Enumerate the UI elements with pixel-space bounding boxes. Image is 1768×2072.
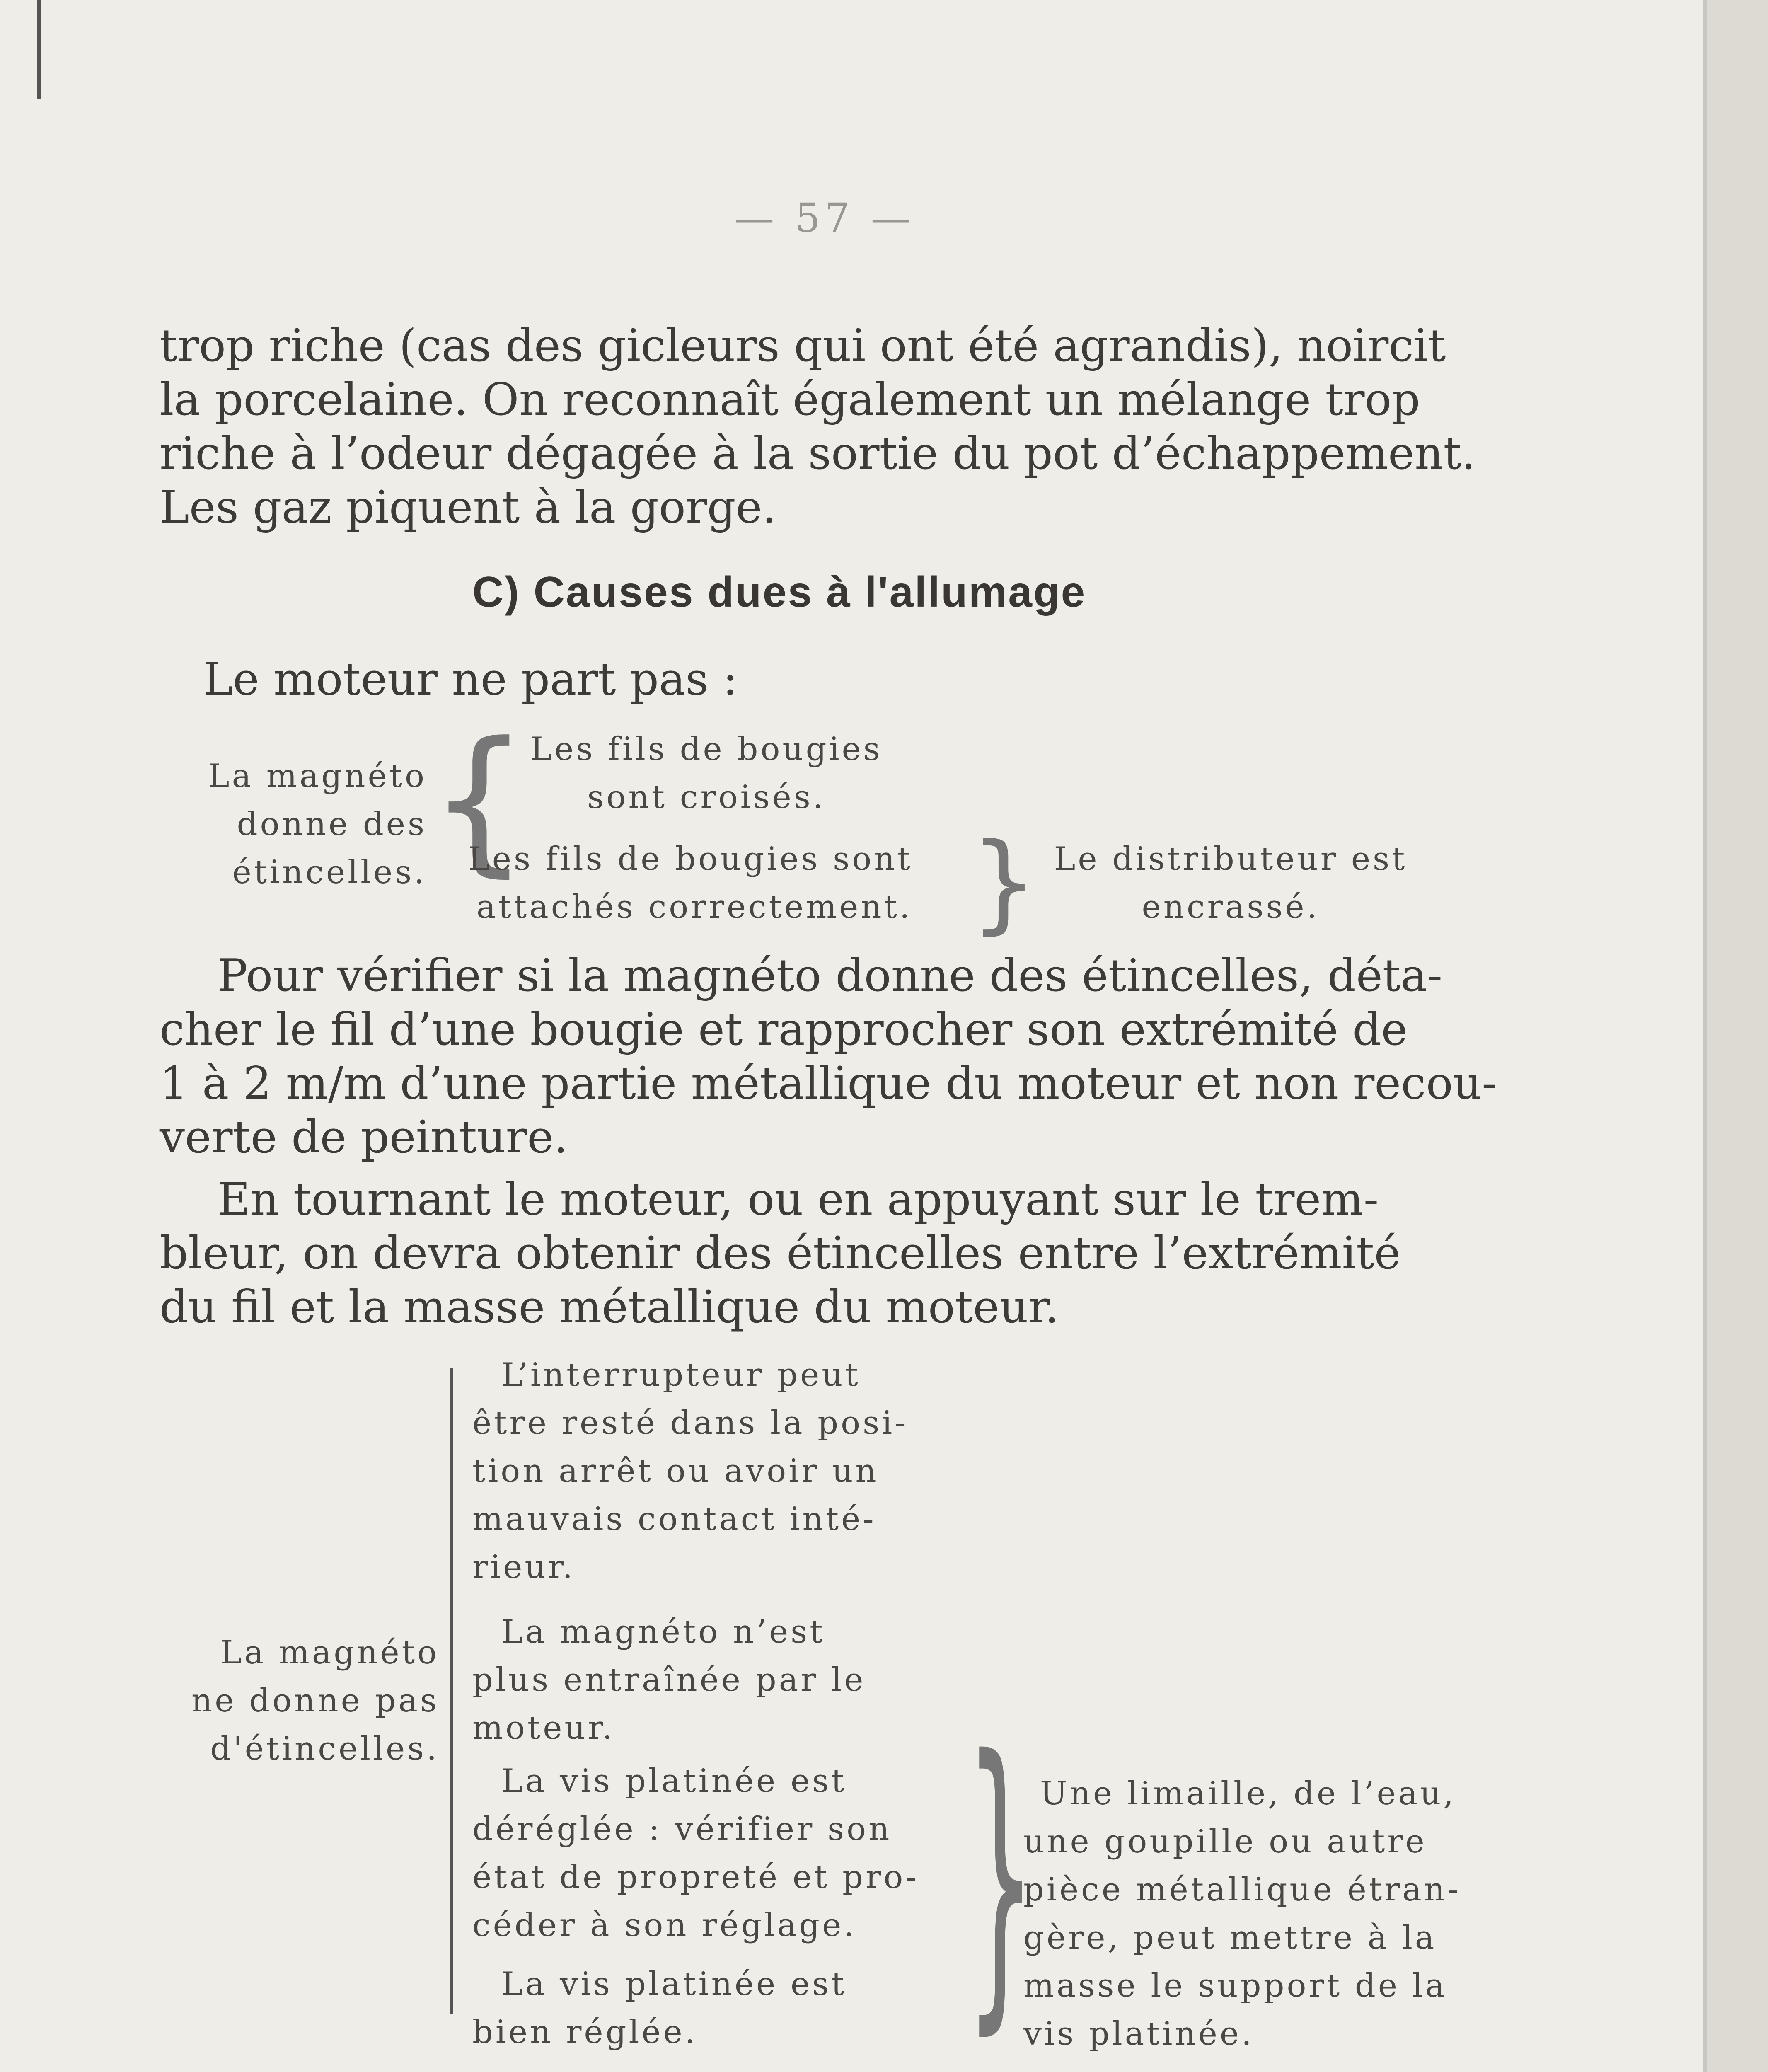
table2-i3-line: céder à son réglage. (472, 1907, 857, 1944)
intro-line: la porcelaine. On reconnaît également un mélange trop (160, 374, 1420, 426)
table2-left-line: d'étincelles. (210, 1730, 439, 1767)
table1-left-line: donne des (237, 806, 427, 843)
table1-brace-left: { (429, 708, 529, 891)
table2-i1-line: mauvais contact inté- (472, 1501, 876, 1538)
page-number: — 57 — (734, 195, 915, 241)
table2-i3-line: déréglée : vérifier son (472, 1811, 892, 1848)
table1-c-line: encrassé. (1142, 888, 1320, 926)
para1-line: Pour vérifier si la magnéto donne des étincelles, déta- (218, 950, 1443, 1002)
intro-line: trop riche (cas des gicleurs qui ont été agrandis), noircit (160, 320, 1446, 372)
paragraph-turning (160, 1173, 1510, 1334)
table2-item-vis-reglee (472, 1960, 970, 2056)
table2-right-line: une goupille ou autre (1023, 1823, 1427, 1860)
table1-item-b (468, 835, 965, 931)
table2-i1-line: être resté dans la posi- (472, 1404, 908, 1442)
table2-i1-line: rieur. (472, 1549, 576, 1586)
table2-i1-line: tion arrêt ou avoir un (472, 1452, 879, 1490)
table2-left (157, 1629, 439, 1773)
table2-brace-right: } (965, 1694, 1036, 2060)
spine-mark (37, 0, 41, 99)
table2-right (1023, 1769, 1508, 2058)
intro-line: Les gaz piquent à la gorge. (160, 482, 776, 533)
table2-i1-line: L’interrupteur peut (501, 1356, 861, 1394)
table2-i2-line: moteur. (472, 1709, 615, 1747)
table2-right-line: pièce métallique étran- (1023, 1871, 1461, 1908)
table1-b-line: Les fils de bougies sont (468, 840, 913, 878)
table2-right-line: Une limaille, de l’eau, (1040, 1775, 1456, 1812)
intro-line: riche à l’odeur dégagée à la sortie du pot d’échappement. (160, 428, 1476, 479)
table1-left-line: étincelles. (232, 854, 427, 891)
table2-i3-line: état de propreté et pro- (472, 1859, 919, 1896)
table2-item-magneto (472, 1608, 970, 1752)
table2-i3-line: La vis platinée est (501, 1762, 847, 1800)
table1-c-line: Le distributeur est (1054, 840, 1408, 878)
table2-bracket-line (450, 1368, 453, 2014)
table2-right-line: masse le support de la (1023, 1967, 1447, 2004)
table2-i4-line: bien réglée. (472, 2014, 698, 2051)
table2-right-line: gère, peut mettre à la (1023, 1919, 1437, 1956)
para2-line: du fil et la masse métallique du moteur. (160, 1281, 1059, 1333)
table1-a-line: Les fils de bougies (530, 731, 883, 768)
table2-i4-line: La vis platinée est (501, 1965, 847, 2003)
para1-line: verte de peinture. (160, 1111, 568, 1163)
para2-line: bleur, on devra obtenir des étincelles entre l’extrémité (160, 1227, 1401, 1279)
table2-left-line: La magnéto (220, 1634, 439, 1671)
table1-item-a (468, 725, 945, 821)
table2-right-line: vis platinée. (1023, 2015, 1254, 2053)
table1-b-line: attachés correctement. (476, 888, 912, 926)
table1-left-line: La magnéto (208, 758, 427, 795)
para2-line: En tournant le moteur, ou en appuyant sur le trem- (218, 1174, 1379, 1225)
paragraph-verification (160, 949, 1510, 1164)
para1-line: 1 à 2 m/m d’une partie métallique du moteur et non recou- (160, 1058, 1497, 1109)
table2-i2-line: plus entraînée par le (472, 1661, 866, 1699)
table2-item-interrupteur (472, 1351, 970, 1591)
table1-item-c (1028, 835, 1434, 931)
motor-no-start-label: Le moteur ne part pas : (203, 654, 738, 705)
table2-item-vis-dereglee (472, 1757, 970, 1949)
table1-a-line: sont croisés. (587, 779, 826, 816)
table2-left-line: ne donne pas (191, 1682, 439, 1719)
para1-line: cher le fil d’une bougie et rapprocher son extrémité de (160, 1004, 1408, 1055)
table1-brace-right: } (970, 820, 1038, 945)
table1-left (162, 752, 427, 896)
table2-i2-line: La magnéto n’est (501, 1613, 825, 1651)
intro-paragraph (160, 319, 1510, 535)
section-heading: C) Causes dues à l'allumage (472, 568, 1086, 616)
